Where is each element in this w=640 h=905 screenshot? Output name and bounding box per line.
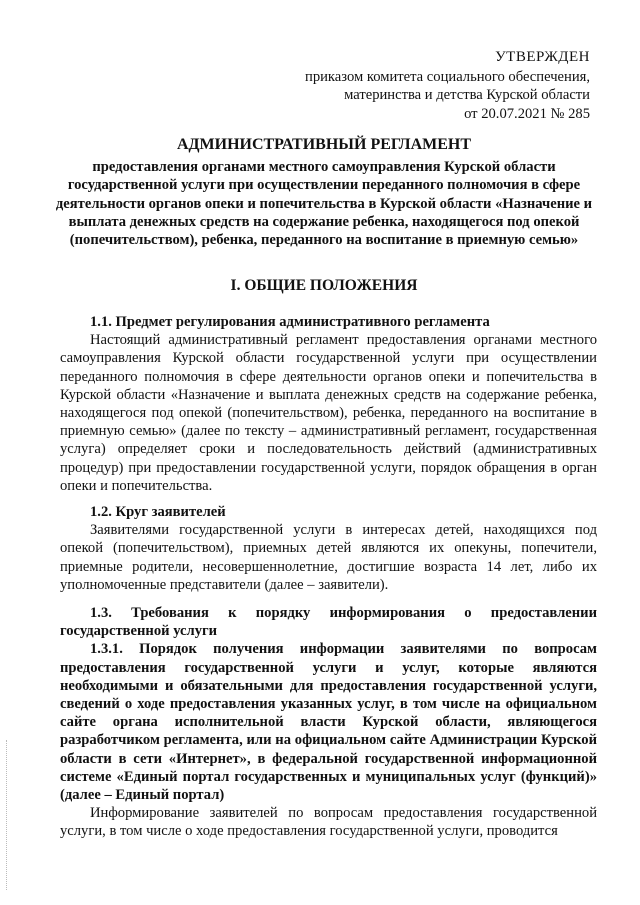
approval-title: УТВЕРЖДЕН: [495, 49, 590, 65]
scan-margin-marks: [6, 740, 11, 890]
document-title: [50, 136, 598, 249]
approval-stamp: [305, 48, 590, 123]
section-1-1-text: Настоящий административный регламент предоставления органами местного самоуправления Курской области государственной услуги при осуществлении переданного полномочия в сфере деятельности органов опеки и попечительства в Курской области «Назначение и выплата денежных средств на содержание ребенка, находящегося под опекой (попечительством), ребенка, переданного на воспитание в приемную семью» (далее по тексту – административный регламент, государственная услуга) определяет сроки и последовательность действий (административных процедур) при предоставлении государственной услуги, порядок обращения в орган опеки и попечительства.: [60, 332, 597, 494]
section-1-2-heading: 1.2. Круг заявителей: [90, 504, 226, 520]
section-1-3-1-text: Информирование заявителей по вопросам предоставления государственной услуги, в том числе о ходе предоставления государственной услуги, проводится: [60, 805, 597, 840]
section-1-2: [60, 503, 597, 594]
approval-line-2: материнства и детства Курской области: [344, 87, 590, 104]
section-1-3: [60, 604, 597, 841]
section-1-title: I. ОБЩИЕ ПОЛОЖЕНИЯ: [230, 277, 418, 294]
approval-line-1: приказом комитета социального обеспечения,: [305, 69, 590, 86]
section-1-2-text: Заявителями государственной услуги в интересах детей, находящихся под опекой (попечительством), приемных детей являются их опекуны, попечители, приемные родители, несовершеннолетние, достигшие возраста 14 лет, либо их уполномоченные представители (далее – заявители).: [60, 522, 597, 593]
section-1-1-heading: 1.1. Предмет регулирования административного регламента: [90, 314, 490, 330]
approval-line-3: от 20.07.2021 № 285: [464, 105, 590, 122]
section-1-3-1-heading: 1.3.1. Порядок получения информации заявителями по вопросам предоставления государственной услуги и услуг, которые являются необходимыми и обязательными для предоставления государственной услуги, сведений о ходе предоставления указанных услуг, в том числе на официальном сайте органа исполнительной власти Курской области, являющегося разработчиком регламента, или на официальном сайте Администрации Курской области в сети «Интернет», в федеральной государственной информационной системе «Единый портал государственных и муниципальных услуг (функций)» (далее – Единый портал): [60, 641, 597, 804]
section-1-1: [60, 313, 597, 495]
document-title-main: АДМИНИСТРАТИВНЫЙ РЕГЛАМЕНТ: [176, 136, 472, 153]
document-title-subtitle: предоставления органами местного самоуправления Курской области государственной услуги при осуществлении переданного полномочия в сфере деятельности органов опеки и попечительства в Курской области «Назначение и выплата денежных средств на содержание ребенка, находящегося под опекой (попечительством), ребенка, переданного на воспитание в приемную семью»: [55, 159, 593, 249]
section-1-3-heading: 1.3. Требования к порядку информирования о предоставлении государственной услуги: [60, 605, 597, 640]
